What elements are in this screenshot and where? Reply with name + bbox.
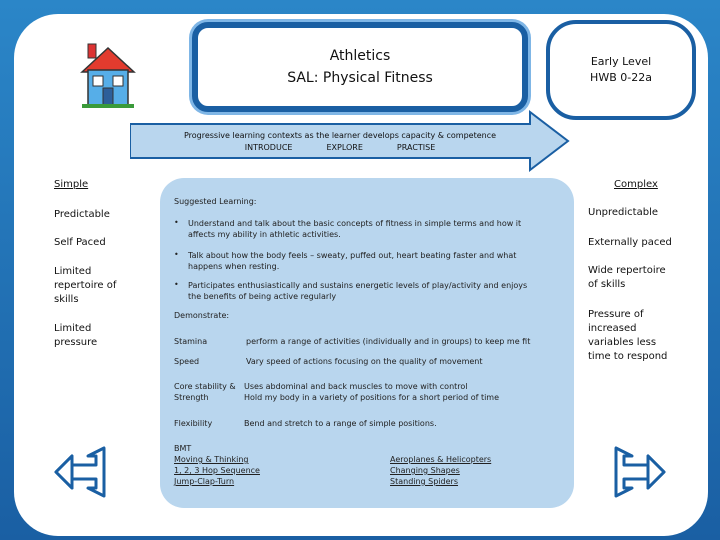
desc-stamina: perform a range of activities (individually and in groups) to keep me fit bbox=[246, 337, 531, 346]
link-aeroplanes[interactable]: Aeroplanes & Helicopters bbox=[390, 455, 492, 464]
left-item-self-paced: Self Paced bbox=[54, 237, 106, 248]
stage-introduce: INTRODUCE bbox=[244, 143, 293, 152]
forward-arrow-icon[interactable] bbox=[610, 442, 670, 502]
suggested-heading: Suggested Learning: bbox=[174, 197, 257, 206]
progression-text: Progressive learning contexts as the learner develops capacity & competence bbox=[183, 131, 497, 140]
term-flexibility: Flexibility bbox=[174, 419, 213, 428]
level-box bbox=[546, 20, 696, 120]
bmt-label: BMT bbox=[174, 444, 192, 453]
bullet-dot: • bbox=[174, 250, 179, 259]
bullet-dot: • bbox=[174, 218, 179, 227]
bullet-dot: • bbox=[174, 280, 179, 289]
link-changing-shapes[interactable]: Changing Shapes bbox=[390, 466, 460, 475]
back-arrow-icon[interactable] bbox=[50, 442, 110, 502]
page-subtitle: SAL: Physical Fitness bbox=[287, 70, 433, 86]
stage-row bbox=[150, 142, 530, 154]
house-icon[interactable] bbox=[78, 42, 138, 110]
suggested-bullet-1: Understand and talk about the basic concepts of fitness in simple terms and how it affects my ability in athletic activities. bbox=[188, 219, 522, 239]
desc-core-stability: Uses abdominal and back muscles to move with control Hold my body in a variety of positions for a short period of time bbox=[244, 382, 500, 402]
simple-heading: Simple bbox=[54, 179, 89, 190]
content-panel bbox=[160, 178, 574, 508]
left-item-limited-pressure: Limited pressure bbox=[54, 323, 98, 348]
desc-flexibility: Bend and stretch to a range of simple positions. bbox=[244, 419, 437, 428]
desc-speed: Vary speed of actions focusing on the quality of movement bbox=[246, 357, 483, 366]
link-standing-spiders[interactable]: Standing Spiders bbox=[390, 477, 459, 486]
link-moving-thinking[interactable]: Moving & Thinking bbox=[174, 455, 249, 464]
term-speed: Speed bbox=[174, 357, 200, 366]
stage-practise: PRACTISE bbox=[396, 143, 436, 152]
left-item-predictable: Predictable bbox=[54, 209, 110, 220]
progression-text-block bbox=[150, 130, 530, 154]
demonstrate-heading: Demonstrate: bbox=[174, 311, 230, 320]
link-jump-clap-turn[interactable]: Jump-Clap-Turn bbox=[174, 477, 235, 486]
right-item-wide-repertoire: Wide repertoire of skills bbox=[588, 265, 666, 290]
term-stamina: Stamina bbox=[174, 337, 208, 346]
left-item-limited-repertoire: Limited repertoire of skills bbox=[54, 266, 117, 305]
suggested-bullet-3: Participates enthusiastically and sustains energetic levels of play/activity and enjoys the benefits of being active regularly bbox=[188, 281, 528, 301]
suggested-bullet-2: Talk about how the body feels – sweaty, puffed out, heart beating faster and what happens when resting. bbox=[188, 251, 517, 271]
link-hop-sequence[interactable]: 1, 2, 3 Hop Sequence bbox=[174, 466, 260, 475]
term-core-stability: Core stability & Strength bbox=[174, 382, 236, 402]
page-title: Athletics bbox=[329, 48, 391, 64]
right-item-pressure: Pressure of increased variables less time to respond bbox=[588, 309, 668, 362]
stage-explore: EXPLORE bbox=[326, 143, 363, 152]
title-box bbox=[192, 22, 528, 112]
right-item-unpredictable: Unpredictable bbox=[588, 207, 658, 218]
level-code: HWB 0-22a bbox=[590, 71, 652, 84]
level-label: Early Level bbox=[590, 55, 652, 68]
complex-heading: Complex bbox=[614, 179, 658, 190]
right-item-externally-paced: Externally paced bbox=[588, 237, 672, 248]
